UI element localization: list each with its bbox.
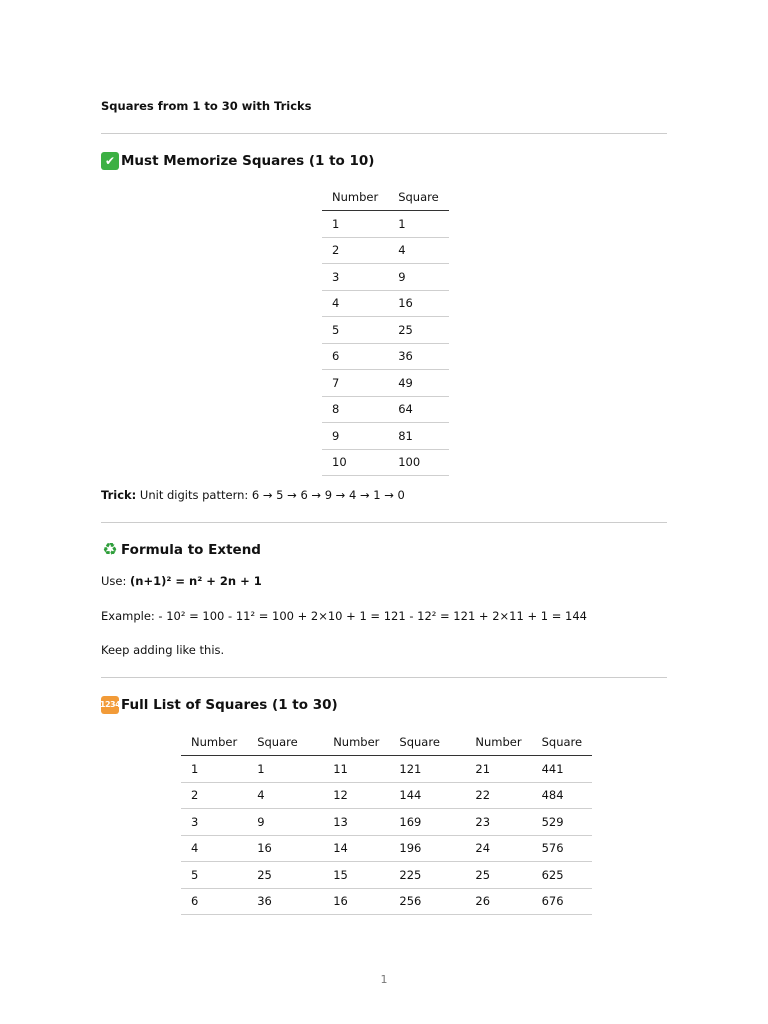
number-cell: 11 xyxy=(323,756,389,783)
section-heading-memorize xyxy=(101,152,374,170)
example-paragraph: Example: - 10² = 100 - 11² = 100 + 2×10 + 1 = 121 - 12² = 121 + 2×11 + 1 = 144 xyxy=(101,609,587,623)
number-cell: 4 xyxy=(181,835,247,862)
square-cell: 36 xyxy=(247,888,323,915)
square-cell: 225 xyxy=(389,862,465,889)
square-cell: 9 xyxy=(247,809,323,836)
square-cell: 49 xyxy=(388,370,449,397)
use-label: Use: xyxy=(101,574,131,588)
document-title: Squares from 1 to 30 with Tricks xyxy=(101,99,312,113)
trick-text: Unit digits pattern: 6 → 5 → 6 → 9 → 4 → 1 → 0 xyxy=(136,488,405,502)
square-cell: 25 xyxy=(388,317,449,344)
square-cell: 4 xyxy=(388,237,449,264)
number-cell: 26 xyxy=(465,888,531,915)
number-cell: 12 xyxy=(323,782,389,809)
number-cell: 1 xyxy=(322,211,388,238)
column-header-number: Number xyxy=(181,729,247,756)
square-cell: 196 xyxy=(389,835,465,862)
square-cell: 625 xyxy=(532,862,593,889)
number-cell: 16 xyxy=(323,888,389,915)
table-row xyxy=(322,396,449,423)
table-row xyxy=(322,423,449,450)
square-cell: 16 xyxy=(247,835,323,862)
column-header-number: Number xyxy=(465,729,531,756)
table-row xyxy=(181,835,592,862)
square-cell: 441 xyxy=(532,756,593,783)
square-cell: 36 xyxy=(388,343,449,370)
number-cell: 24 xyxy=(465,835,531,862)
number-cell: 14 xyxy=(323,835,389,862)
table-row xyxy=(322,449,449,476)
number-cell: 5 xyxy=(322,317,388,344)
table-row xyxy=(322,317,449,344)
trick-paragraph xyxy=(101,488,405,502)
square-cell: 64 xyxy=(388,396,449,423)
square-cell: 576 xyxy=(532,835,593,862)
square-cell: 1 xyxy=(388,211,449,238)
number-cell: 1 xyxy=(181,756,247,783)
table-row xyxy=(181,809,592,836)
square-cell: 529 xyxy=(532,809,593,836)
divider xyxy=(101,522,667,523)
square-cell: 9 xyxy=(388,264,449,291)
square-cell: 169 xyxy=(389,809,465,836)
number-cell: 9 xyxy=(322,423,388,450)
section-heading-text: Formula to Extend xyxy=(121,542,261,558)
formula-paragraph xyxy=(101,574,262,588)
squares-1-10-table xyxy=(322,184,449,476)
column-header-square: Square xyxy=(389,729,465,756)
table-row xyxy=(322,237,449,264)
section-heading-formula xyxy=(101,541,261,559)
square-cell: 121 xyxy=(389,756,465,783)
table-row xyxy=(181,888,592,915)
table-row xyxy=(181,862,592,889)
number-cell: 3 xyxy=(322,264,388,291)
check-mark-icon: ✔ xyxy=(101,152,119,170)
column-header-square: Square xyxy=(388,184,449,211)
squares-1-30-table xyxy=(181,729,592,915)
number-cell: 5 xyxy=(181,862,247,889)
table-row xyxy=(322,343,449,370)
square-cell: 16 xyxy=(388,290,449,317)
square-cell: 144 xyxy=(389,782,465,809)
number-cell: 13 xyxy=(323,809,389,836)
divider xyxy=(101,133,667,134)
square-cell: 81 xyxy=(388,423,449,450)
square-cell: 256 xyxy=(389,888,465,915)
number-cell: 22 xyxy=(465,782,531,809)
numbers-icon: 1234 xyxy=(101,696,119,714)
square-cell: 676 xyxy=(532,888,593,915)
column-header-number: Number xyxy=(323,729,389,756)
number-cell: 15 xyxy=(323,862,389,889)
number-cell: 6 xyxy=(322,343,388,370)
table-row xyxy=(181,756,592,783)
table-row xyxy=(322,211,449,238)
table-row xyxy=(181,782,592,809)
table-header-row xyxy=(322,184,449,211)
section-heading-text: Full List of Squares (1 to 30) xyxy=(121,697,338,713)
divider xyxy=(101,677,667,678)
square-cell: 25 xyxy=(247,862,323,889)
number-cell: 8 xyxy=(322,396,388,423)
note-paragraph: Keep adding like this. xyxy=(101,643,225,657)
number-cell: 7 xyxy=(322,370,388,397)
number-cell: 10 xyxy=(322,449,388,476)
number-cell: 21 xyxy=(465,756,531,783)
number-cell: 3 xyxy=(181,809,247,836)
square-cell: 100 xyxy=(388,449,449,476)
recycle-icon: ♻ xyxy=(102,539,118,560)
number-cell: 23 xyxy=(465,809,531,836)
number-cell: 2 xyxy=(322,237,388,264)
table-row xyxy=(322,370,449,397)
formula-text: (n+1)² = n² + 2n + 1 xyxy=(130,574,262,588)
square-cell: 4 xyxy=(247,782,323,809)
number-cell: 25 xyxy=(465,862,531,889)
column-header-number: Number xyxy=(322,184,388,211)
number-cell: 4 xyxy=(322,290,388,317)
column-header-square: Square xyxy=(532,729,593,756)
section-heading-full-list xyxy=(101,696,338,714)
column-header-square: Square xyxy=(247,729,323,756)
square-cell: 1 xyxy=(247,756,323,783)
trick-label: Trick: xyxy=(101,488,137,502)
page-number: 1 xyxy=(380,973,388,986)
square-cell: 484 xyxy=(532,782,593,809)
number-cell: 6 xyxy=(181,888,247,915)
table-row xyxy=(322,290,449,317)
table-header-row xyxy=(181,729,592,756)
number-cell: 2 xyxy=(181,782,247,809)
section-heading-text: Must Memorize Squares (1 to 10) xyxy=(121,153,375,169)
table-row xyxy=(322,264,449,291)
